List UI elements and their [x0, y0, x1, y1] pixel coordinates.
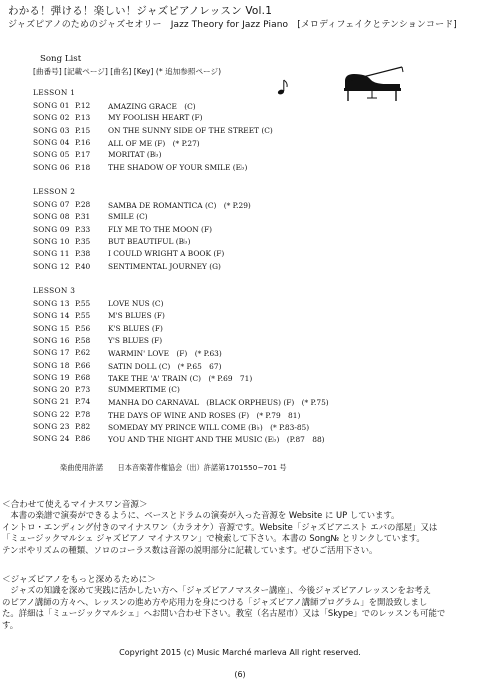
song-title: BUT BEAUTIFUL (B♭) — [108, 236, 191, 246]
song-title: SUMMERTIME (C) — [108, 385, 180, 395]
song-title: MORITAT (B♭) — [108, 150, 162, 160]
minus-one-line: 本書の楽譜で演奏ができるように、ベースとドラムの演奏が入った音源を Website に UP しています。 — [2, 510, 400, 520]
song-number: SONG 17 — [33, 348, 70, 358]
copyright-notice: Copyright 2015 (c) Music Marché marleva All right reserved. — [119, 648, 361, 657]
song-number: SONG 03 — [33, 125, 70, 135]
book-subtitle: ジャズピアノのためのジャズセオリー Jazz Theory for Jazz Piano [メロディフェイクとテンションコード] — [8, 20, 457, 30]
lesson-heading: LESSON 3 — [33, 286, 76, 295]
song-number: SONG 13 — [33, 299, 70, 308]
lesson-heading: LESSON 1 — [33, 88, 76, 97]
song-page: P.17 — [75, 150, 91, 160]
song-title: SOMEDAY MY PRINCE WILL COME (B♭) (* P.83-85) — [108, 423, 310, 432]
song-number: SONG 07 — [33, 200, 70, 209]
song-page: P.73 — [75, 385, 91, 395]
song-page: P.55 — [75, 299, 91, 308]
song-number: SONG 16 — [33, 335, 70, 345]
song-title: YOU AND THE NIGHT AND THE MUSIC (E♭) (P.87 88) — [108, 435, 325, 445]
song-number: SONG 12 — [33, 261, 70, 271]
song-title: THE DAYS OF WINE AND ROSES (F) (* P.79 81) — [108, 410, 301, 420]
song-number: SONG 04 — [33, 137, 70, 147]
deeper-line: ジャズの知識を深めて実践に活かしたい方へ「ジャズピアノマスター講座」、今後ジャズピアノレッスンをお考え — [2, 585, 432, 595]
song-page: P.66 — [75, 360, 91, 370]
song-page: P.31 — [75, 212, 91, 222]
minus-one-line: 「ミュージックマルシェ ジャズピアノ マイナスワン」で検索して下さい。本書の Song№ とリンクしています。 — [2, 533, 425, 544]
song-page: P.74 — [75, 397, 91, 407]
song-page: P.16 — [75, 137, 91, 147]
lesson-heading: LESSON 2 — [33, 187, 76, 196]
song-number: SONG 05 — [33, 150, 70, 160]
song-page: P.56 — [75, 323, 91, 333]
song-page: P.40 — [75, 261, 91, 271]
song-title: MANHA DO CARNAVAL (BLACK ORPHEUS) (F) (* P.75) — [108, 398, 329, 408]
song-number: SONG 10 — [33, 236, 70, 246]
song-title: SAMBA DE ROMANTICA (C) (* P.29) — [108, 201, 251, 210]
song-title: THE SHADOW OF YOUR SMILE (E♭) — [108, 162, 248, 172]
song-page: P.82 — [75, 422, 91, 431]
song-page: P.13 — [75, 113, 91, 123]
song-title: SENTIMENTAL JOURNEY (G) — [108, 261, 221, 271]
song-title: TAKE THE 'A' TRAIN (C) (* P.69 71) — [108, 373, 253, 383]
song-number: SONG 22 — [33, 409, 70, 419]
song-number: SONG 02 — [33, 113, 70, 123]
song-number: SONG 01 — [33, 101, 70, 110]
song-title: WARMIN' LOVE (F) (* P.63) — [108, 349, 222, 359]
song-title: Y'S BLUES (F) — [108, 335, 163, 345]
song-number: SONG 19 — [33, 372, 70, 382]
song-title: SATIN DOLL (C) (* P.65 67) — [108, 361, 222, 371]
song-page: P.78 — [75, 409, 91, 419]
song-title: MY FOOLISH HEART (F) — [108, 113, 203, 123]
song-page: P.33 — [75, 224, 91, 234]
song-title: LOVE NUS (C) — [108, 299, 164, 308]
song-number: SONG 11 — [33, 249, 70, 259]
song-number: SONG 09 — [33, 224, 70, 234]
jasrac-registration: 楽曲使用許諾 日本音楽著作権協会（出）許諾第1701550−701 号 — [60, 463, 287, 472]
song-list-legend: [曲番号] [記載ページ] [曲名] [Key] (* 追加参照ページ) — [33, 67, 222, 76]
deeper-paragraph — [2, 585, 476, 631]
song-page: P.35 — [75, 236, 91, 246]
deeper-line: た。詳細は「ミュージックマルシェ」へお問い合わせ下さい。教室（名古屋市）又は「Skype」でのレッスンも可能で — [2, 608, 446, 619]
minus-one-heading: ＜合わせて使えるマイナスワン音源＞ — [2, 500, 148, 510]
song-number: SONG 20 — [33, 385, 70, 395]
deeper-heading: ＜ジャズピアノをもっと深めるために＞ — [2, 575, 156, 585]
song-page: P.15 — [75, 125, 91, 135]
deeper-line: す。 — [2, 619, 19, 630]
song-title: ALL OF ME (F) (* P.27) — [108, 138, 200, 148]
grand-piano-icon — [270, 60, 420, 106]
song-page: P.12 — [75, 101, 91, 110]
song-title: M'S BLUES (F) — [108, 311, 165, 321]
song-number: SONG 06 — [33, 162, 70, 172]
song-number: SONG 18 — [33, 360, 70, 370]
music-note-icon — [277, 80, 287, 95]
song-number: SONG 23 — [33, 422, 70, 431]
song-page: P.38 — [75, 249, 91, 259]
song-number: SONG 14 — [33, 311, 70, 321]
song-page: P.18 — [75, 162, 91, 172]
song-number: SONG 24 — [33, 434, 70, 444]
song-title: ON THE SUNNY SIDE OF THE STREET (C) — [108, 125, 273, 135]
song-title: K'S BLUES (F) — [108, 323, 163, 333]
song-number: SONG 08 — [33, 212, 70, 222]
page-number: (6) — [234, 670, 246, 679]
song-title: I COULD WRIGHT A BOOK (F) — [108, 249, 225, 259]
song-page: P.62 — [75, 348, 91, 358]
song-title: FLY ME TO THE MOON (F) — [108, 224, 212, 234]
song-page: P.55 — [75, 311, 91, 321]
song-number: SONG 15 — [33, 323, 70, 333]
series-title: わかる！弾ける！楽しい！ジャズピアノレッスン Vol.1 — [8, 5, 273, 17]
minus-one-line: テンポやリズムの種類、ソロのコーラス数は音源の説明部分に記載しています。ぜひご活用下さい。 — [2, 544, 378, 555]
song-page: P.28 — [75, 200, 91, 209]
song-title: AMAZING GRACE (C) — [108, 102, 196, 111]
deeper-line: のピアノ講師の方々へ、レッスンの進め方や応用力を身につける「ジャズピアノ講師プログラム」を開設致しまし — [2, 596, 428, 607]
minus-one-line: イントロ・エンディング付きのマイナスワン（カラオケ）音源です。Website「ジャズピアニスト エバの部屋」又は — [2, 521, 438, 532]
song-page: P.86 — [75, 434, 91, 444]
song-page: P.58 — [75, 335, 91, 345]
minus-one-paragraph — [2, 510, 476, 556]
song-title: SMILE (C) — [108, 212, 148, 222]
song-list-title: Song List — [40, 54, 82, 64]
song-number: SONG 21 — [33, 397, 70, 407]
song-page: P.68 — [75, 372, 91, 382]
